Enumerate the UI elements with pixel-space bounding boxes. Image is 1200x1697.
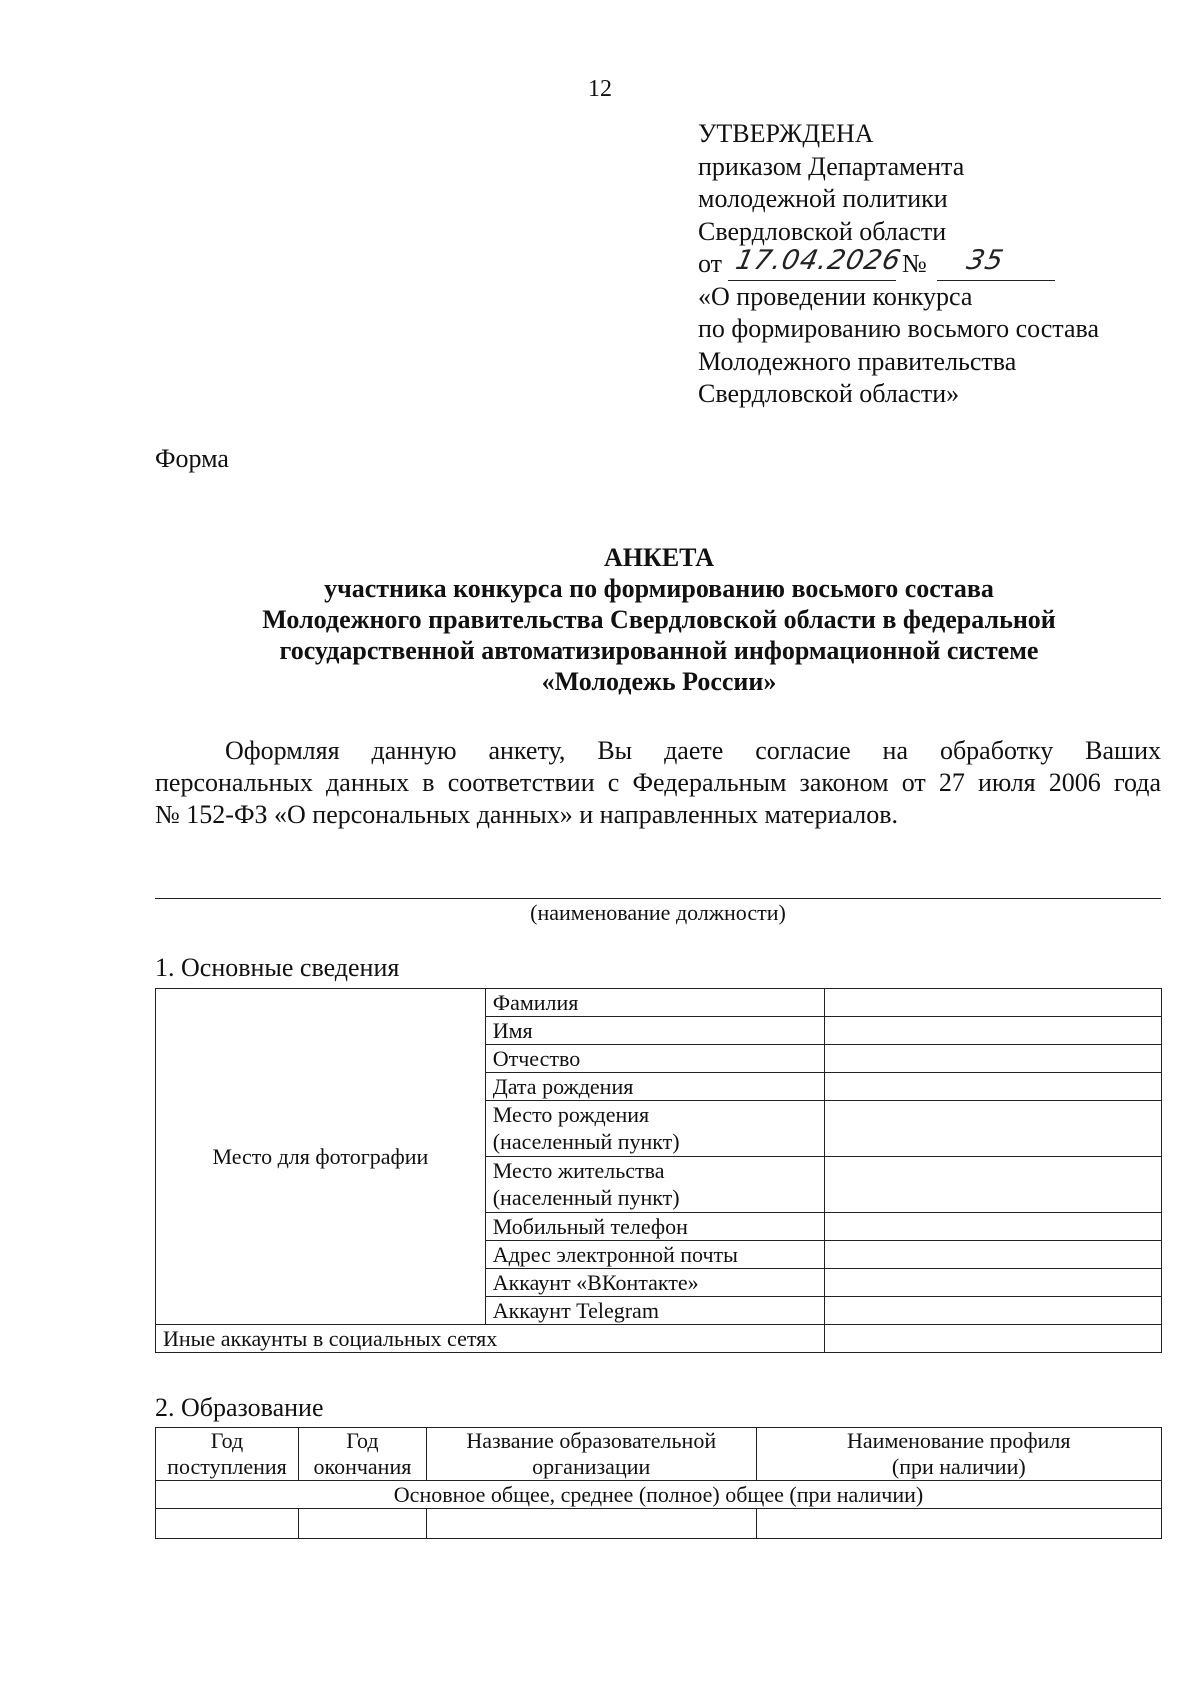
education-cell-end-year[interactable] [298, 1509, 426, 1539]
date-field [728, 245, 905, 281]
title-line: Молодежного правительства Свердловской области в федеральной [262, 605, 1056, 634]
column-header: Год окончания [298, 1428, 426, 1481]
title-main: АНКЕТА [603, 543, 715, 572]
consent-line: персональных данных в соответствии с Федеральным законом от 27 июля 2006 года [155, 768, 1161, 797]
field-label: Аккаунт «ВКонтакте» [485, 1269, 825, 1297]
field-value-phone[interactable] [825, 1213, 1162, 1241]
title-line: «Молодежь России» [541, 667, 777, 696]
position-caption: (наименование должности) [530, 900, 786, 925]
approval-title-line: «О проведении конкурса [698, 281, 973, 311]
field-value-vk[interactable] [825, 1269, 1162, 1297]
handwritten-date: 17.04.2026 [732, 245, 905, 276]
field-label: Место рождения (населенный пункт) [485, 1101, 825, 1157]
approval-date-row [698, 245, 1099, 281]
column-header: Наименование профиля (при наличии) [756, 1428, 1161, 1481]
title-line: участника конкурса по формированию восьмого состава [324, 574, 994, 603]
field-label: Аккаунт Telegram [485, 1297, 825, 1325]
title-line: государственной автоматизированной информационной системе [279, 636, 1039, 665]
approval-line: приказом Департамента [698, 151, 965, 181]
approval-block [698, 118, 1099, 411]
photo-placeholder[interactable] [156, 989, 486, 1325]
section-2-heading: 2. Образование [155, 1393, 324, 1422]
field-value-telegram[interactable] [825, 1297, 1162, 1325]
field-label: Имя [485, 1017, 825, 1045]
document-title [155, 542, 1163, 697]
approval-title-line: по формированию восьмого состава [698, 314, 1099, 343]
education-cell-profile[interactable] [756, 1509, 1161, 1539]
education-subheading: Основное общее, среднее (полное) общее (при наличии) [156, 1481, 1162, 1509]
consent-paragraph [155, 735, 1161, 831]
form-label: Форма [155, 444, 229, 473]
approval-line: молодежной политики [698, 184, 948, 213]
field-value-surname[interactable] [825, 989, 1162, 1017]
date-prefix: от [698, 249, 723, 278]
field-label: Мобильный телефон [485, 1213, 825, 1241]
approval-title-line: Свердловской области» [698, 379, 960, 408]
page-number: 12 [588, 76, 612, 102]
number-field [937, 245, 1055, 281]
field-label: Место жительства (населенный пункт) [485, 1157, 825, 1213]
approval-heading: УТВЕРЖДЕНА [698, 119, 874, 148]
field-label: Отчество [485, 1045, 825, 1073]
education-cell-start-year[interactable] [156, 1509, 299, 1539]
section-1-heading: 1. Основные сведения [155, 953, 400, 982]
field-value-name[interactable] [825, 1017, 1162, 1045]
field-value-patronymic[interactable] [825, 1045, 1162, 1073]
field-value-birth-date[interactable] [825, 1073, 1162, 1101]
field-label: Иные аккаунты в социальных сетях [156, 1325, 825, 1353]
position-input-line[interactable] [155, 898, 1161, 899]
handwritten-number: 35 [963, 245, 1007, 276]
approval-title-line: Молодежного правительства [698, 346, 1017, 376]
column-header: Год поступления [156, 1428, 299, 1481]
approval-line: Свердловской области [698, 216, 947, 246]
column-header: Название образовательной организации [426, 1428, 756, 1481]
consent-line: № 152-ФЗ «О персональных данных» и направленных материалов. [155, 800, 898, 829]
field-label: Адрес электронной почты [485, 1241, 825, 1269]
field-value-birth-place[interactable] [825, 1101, 1162, 1157]
consent-line: Оформляя данную анкету, Вы даете согласие на обработку Ваших [225, 736, 1161, 765]
education-cell-organization[interactable] [426, 1509, 756, 1539]
field-label: Дата рождения [485, 1073, 825, 1101]
field-value-residence[interactable] [825, 1157, 1162, 1213]
field-value-other-accounts[interactable] [825, 1325, 1162, 1353]
field-value-email[interactable] [825, 1241, 1162, 1269]
photo-label: Место для фотографии [212, 1144, 429, 1169]
education-table [155, 1427, 1162, 1539]
number-prefix: № [902, 249, 927, 278]
basic-info-table [155, 988, 1162, 1353]
field-label: Фамилия [485, 989, 825, 1017]
